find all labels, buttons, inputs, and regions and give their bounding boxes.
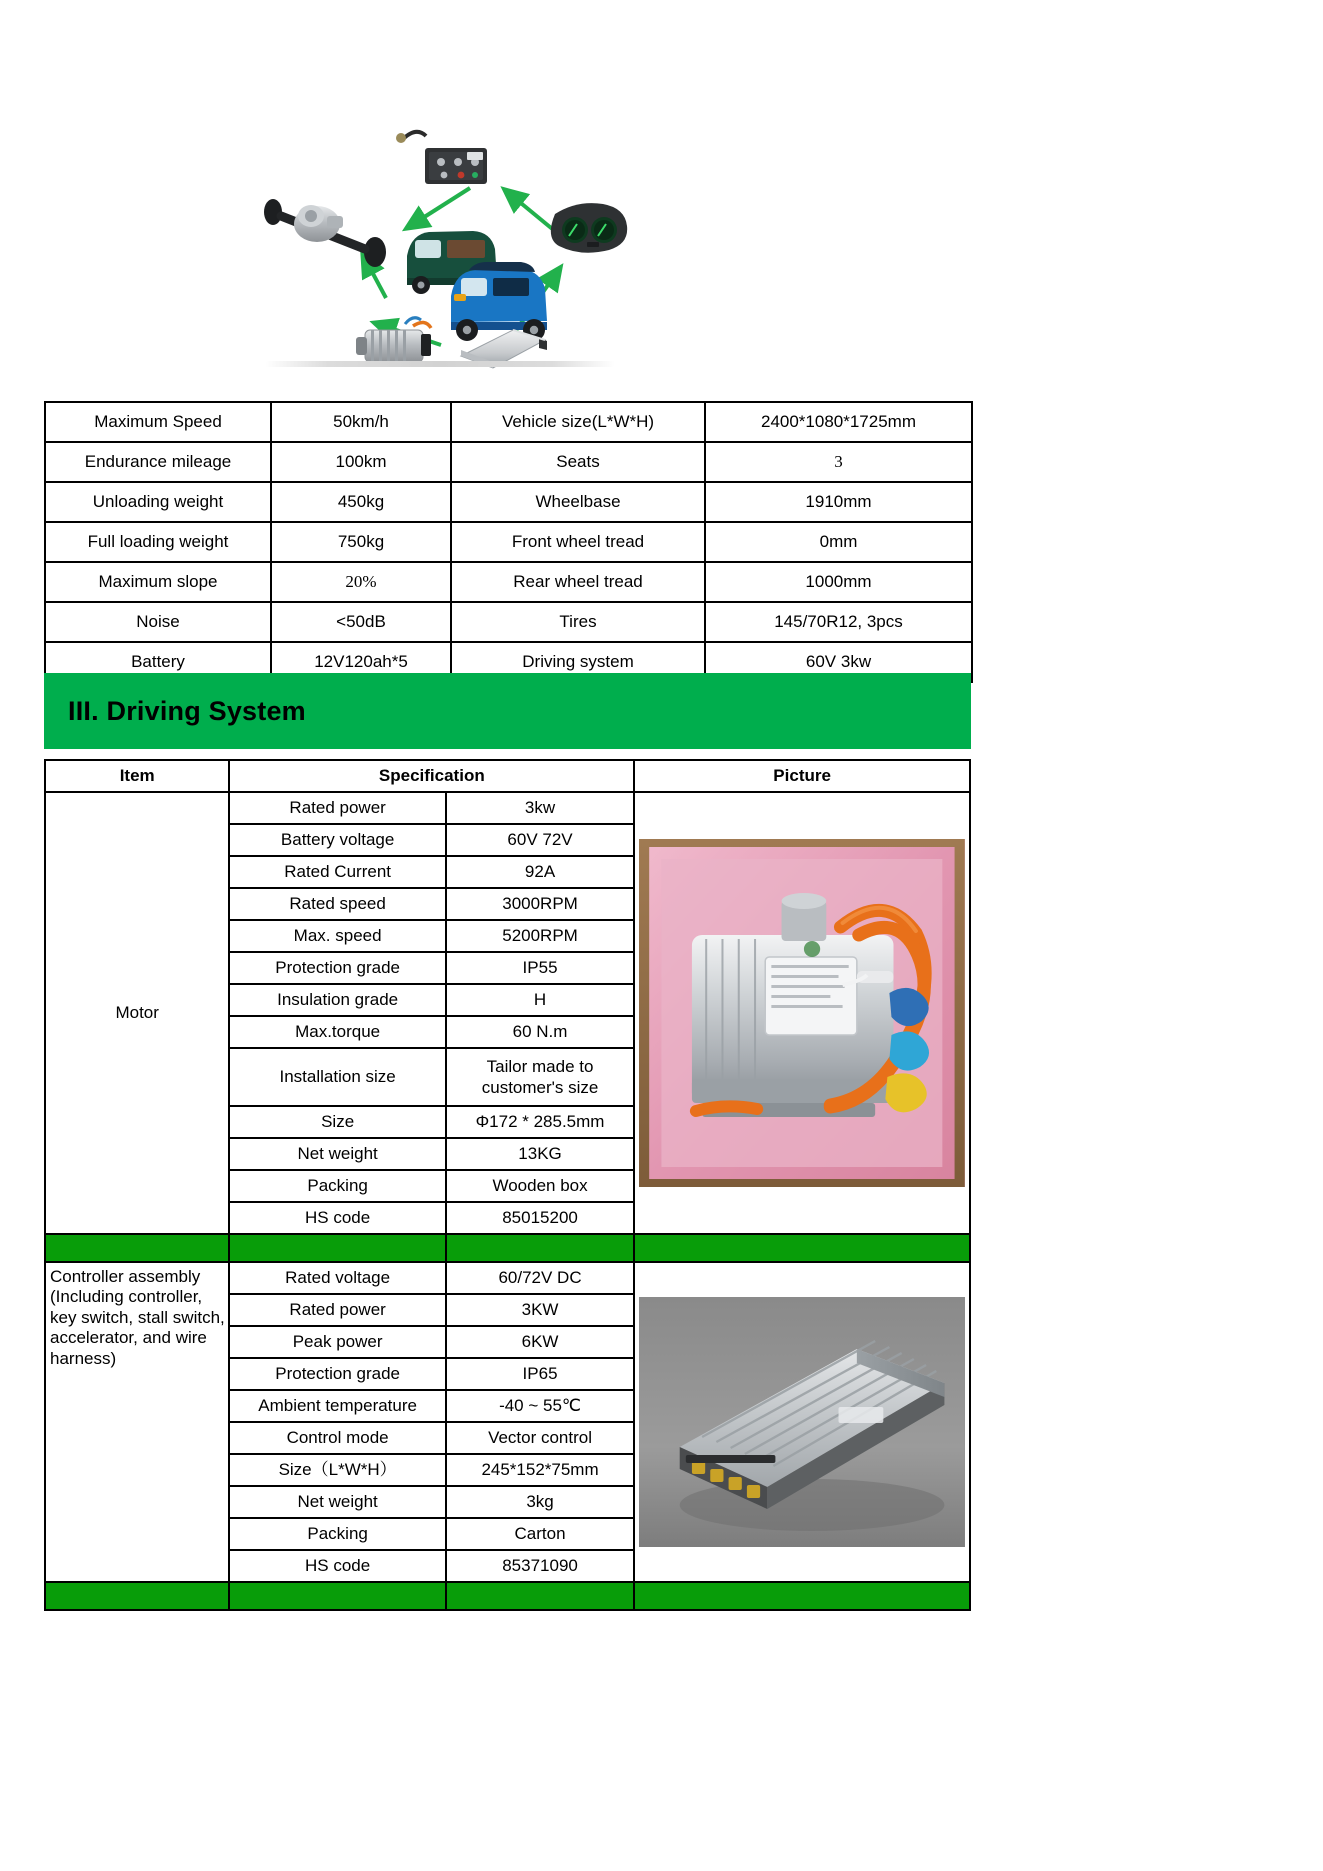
table-row (45, 1262, 970, 1294)
table-row (45, 522, 972, 562)
spec-name: Rated speed (229, 888, 445, 920)
motor-photo (639, 839, 965, 1187)
separator-cell (229, 1234, 445, 1262)
spec-value: 145/70R12, 3pcs (705, 602, 972, 642)
spec-label: Driving system (451, 642, 705, 682)
spec-name: Battery voltage (229, 824, 445, 856)
spec-value: 3 (705, 442, 972, 482)
driving-system-table (44, 759, 971, 1611)
spec-name: Rated power (229, 1294, 445, 1326)
section-title: III. Driving System (68, 695, 306, 726)
vehicle-specification-table (44, 401, 973, 683)
spec-value: 3kw (446, 792, 634, 824)
spec-label: Vehicle size(L*W*H) (451, 402, 705, 442)
spec-name: Rated voltage (229, 1262, 445, 1294)
spec-value: 2400*1080*1725mm (705, 402, 972, 442)
spec-value: 13KG (446, 1138, 634, 1170)
spec-label: Tires (451, 602, 705, 642)
spec-label: Unloading weight (45, 482, 271, 522)
spec-value: 1910mm (705, 482, 972, 522)
spec-label: Front wheel tread (451, 522, 705, 562)
column-header-picture: Picture (634, 760, 970, 792)
spec-name: Packing (229, 1170, 445, 1202)
spec-label: Rear wheel tread (451, 562, 705, 602)
spec-label: Endurance mileage (45, 442, 271, 482)
driving-header-row (45, 760, 970, 792)
separator-cell (45, 1234, 229, 1262)
spec-table-body (45, 402, 972, 682)
controller-picture-cell (634, 1262, 970, 1582)
spec-value: 0mm (705, 522, 972, 562)
table-row (45, 792, 970, 824)
diagram-svg (255, 118, 635, 373)
spec-label: Maximum slope (45, 562, 271, 602)
diagram-node-motor (356, 318, 431, 362)
spec-value: 3000RPM (446, 888, 634, 920)
spec-name: Control mode (229, 1422, 445, 1454)
separator-cell (45, 1582, 229, 1610)
spec-label: Maximum Speed (45, 402, 271, 442)
spec-name: Size (229, 1106, 445, 1138)
spec-value: 100km (271, 442, 451, 482)
controller-photo (639, 1297, 965, 1547)
diagram-node-controller-box (396, 132, 487, 184)
spec-value: H (446, 984, 634, 1016)
spec-value: IP65 (446, 1358, 634, 1390)
table-row (45, 442, 972, 482)
spec-value: 20% (271, 562, 451, 602)
table-row (45, 602, 972, 642)
spec-value: Vector control (446, 1422, 634, 1454)
separator-cell (446, 1582, 634, 1610)
section-banner-driving-system (44, 673, 971, 749)
spec-value: 12V120ah*5 (271, 642, 451, 682)
spec-label: Noise (45, 602, 271, 642)
diagram-shadow-shelf (265, 361, 615, 367)
spec-name: Installation size (229, 1048, 445, 1106)
spec-name: Rated Current (229, 856, 445, 888)
spec-value: 6KW (446, 1326, 634, 1358)
diagram-node-instrument-cluster (551, 203, 627, 253)
controller-photo-svg (639, 1297, 965, 1547)
spec-name: Insulation grade (229, 984, 445, 1016)
item-label-controller-assembly: Controller assembly (Including controller, key switch, stall switch, accelerator, and wire harness) (45, 1262, 229, 1582)
spec-label: Seats (451, 442, 705, 482)
driving-table-body (45, 760, 970, 1610)
spec-name: Packing (229, 1518, 445, 1550)
spec-value: <50dB (271, 602, 451, 642)
spec-value: -40 ~ 55℃ (446, 1390, 634, 1422)
spec-name: Net weight (229, 1138, 445, 1170)
table-row (45, 562, 972, 602)
section-separator-row (45, 1582, 970, 1610)
spec-value: 3kg (446, 1486, 634, 1518)
spec-value: IP55 (446, 952, 634, 984)
spec-value: 60/72V DC (446, 1262, 634, 1294)
spec-value: Φ172 * 285.5mm (446, 1106, 634, 1138)
spec-value: Wooden box (446, 1170, 634, 1202)
separator-cell (634, 1234, 970, 1262)
spec-name: HS code (229, 1202, 445, 1234)
driving-system-diagram (255, 118, 635, 373)
spec-name: Max.torque (229, 1016, 445, 1048)
spec-value: 245*152*75mm (446, 1454, 634, 1486)
spec-name: Ambient temperature (229, 1390, 445, 1422)
section-separator-row (45, 1234, 970, 1262)
separator-cell (446, 1234, 634, 1262)
spec-value: 5200RPM (446, 920, 634, 952)
motor-picture-cell (634, 792, 970, 1234)
spec-label: Wheelbase (451, 482, 705, 522)
spec-name: Max. speed (229, 920, 445, 952)
column-header-specification: Specification (229, 760, 634, 792)
diagram-node-rear-axle (264, 199, 386, 267)
spec-name: Rated power (229, 792, 445, 824)
motor-photo-svg (639, 839, 965, 1187)
spec-name: Net weight (229, 1486, 445, 1518)
spec-value: 85015200 (446, 1202, 634, 1234)
spec-value: 750kg (271, 522, 451, 562)
spec-name: Size（L*W*H） (229, 1454, 445, 1486)
spec-value: 85371090 (446, 1550, 634, 1582)
spec-value: 92A (446, 856, 634, 888)
spec-value: 60V 72V (446, 824, 634, 856)
separator-cell (634, 1582, 970, 1610)
spec-name: HS code (229, 1550, 445, 1582)
separator-cell (229, 1582, 445, 1610)
spec-label: Full loading weight (45, 522, 271, 562)
spec-value: 1000mm (705, 562, 972, 602)
spec-value: Tailor made to customer's size (446, 1048, 634, 1106)
spec-label: Battery (45, 642, 271, 682)
item-label-motor: Motor (45, 792, 229, 1234)
spec-value: 3KW (446, 1294, 634, 1326)
spec-value: 50km/h (271, 402, 451, 442)
spec-name: Protection grade (229, 952, 445, 984)
spec-value: 60 N.m (446, 1016, 634, 1048)
table-row (45, 402, 972, 442)
spec-value: 450kg (271, 482, 451, 522)
table-row (45, 482, 972, 522)
spec-value: Carton (446, 1518, 634, 1550)
column-header-item: Item (45, 760, 229, 792)
spec-name: Peak power (229, 1326, 445, 1358)
spec-name: Protection grade (229, 1358, 445, 1390)
spec-value: 60V 3kw (705, 642, 972, 682)
